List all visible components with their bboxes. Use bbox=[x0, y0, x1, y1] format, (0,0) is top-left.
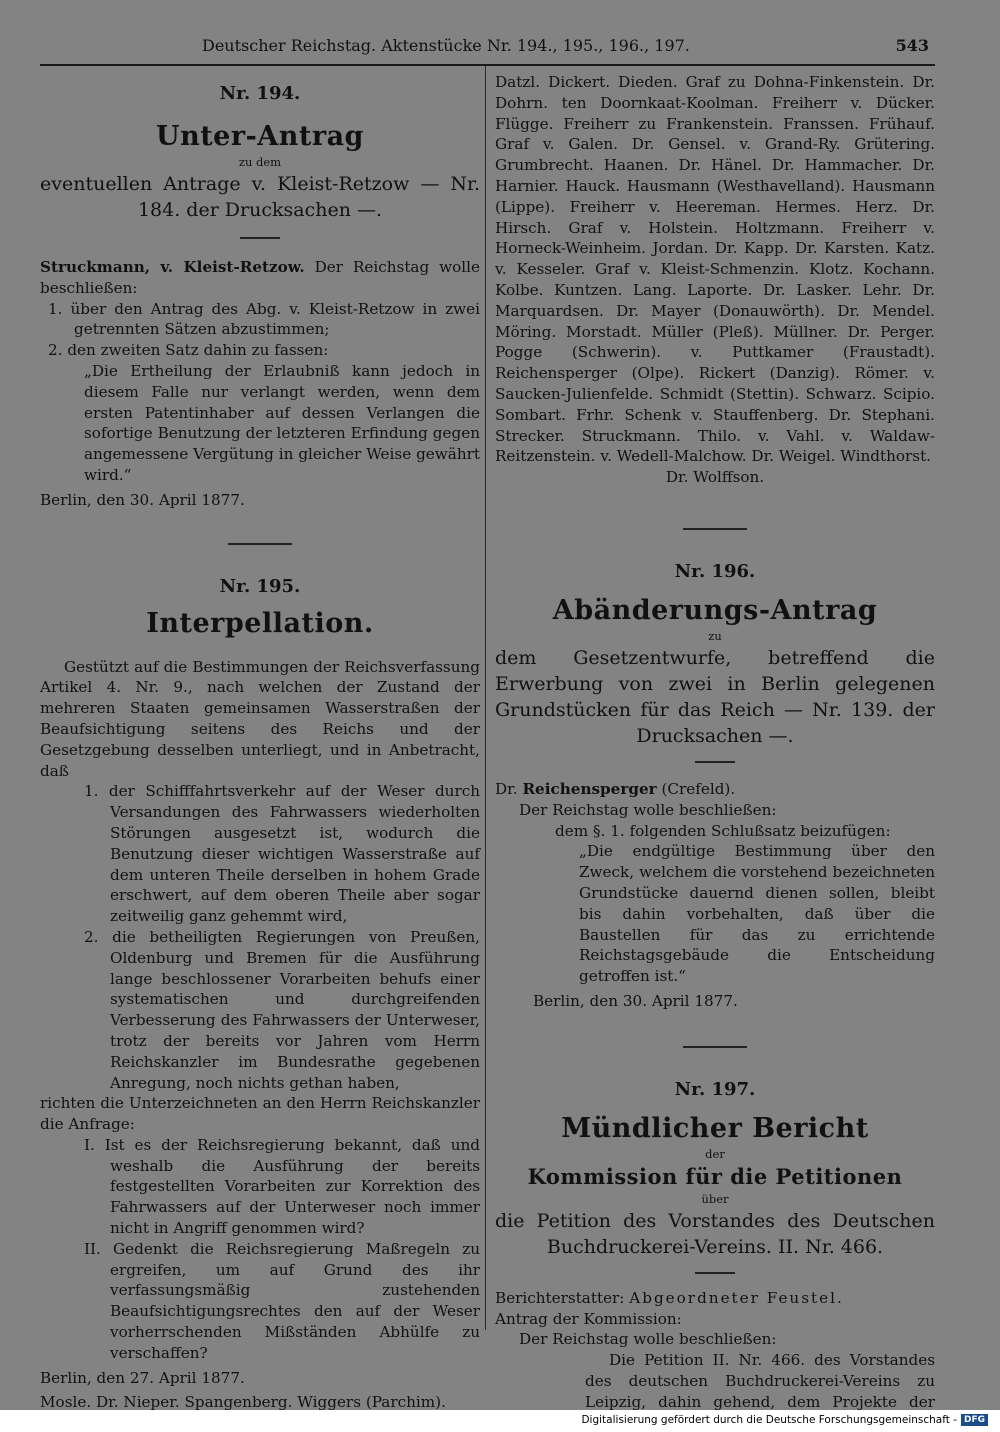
section-195 bbox=[40, 575, 480, 1410]
digitization-credit bbox=[581, 1414, 988, 1426]
short-rule bbox=[240, 237, 280, 239]
motion-item-1: 1. über den Antrag des Abg. v. Kleist-Retzow in zwei getrennten Sätzen abzustimmen; bbox=[48, 299, 480, 339]
short-rule bbox=[695, 1272, 735, 1274]
column-divider bbox=[485, 66, 486, 1330]
reason-item-1: 1. der Schifffahrtsverkehr auf der Weser durch Versandungen des Fahrwassers wiederholten Störungen ausgesetzt ist, wodurch die Benutzung dieser wichtigen Wasserstraße auf dem unteren Theile derselben in hohem Grade erschwert, auf dem oberen Theile aber sogar zeitweilig ganz gehemmt wird, bbox=[84, 782, 480, 926]
section-title: Interpellation. bbox=[146, 607, 374, 639]
signers: Mosle. Dr. Nieper. Spangenberg. Wiggers (Parchim). bbox=[40, 1393, 446, 1410]
date-line: Berlin, den 27. April 1877. bbox=[40, 1368, 245, 1387]
motion-text: Die Petition II. Nr. 466. des Vorstandes des deutschen Buchdruckerei-Vereins zu Leipzig, dahin gehend, dem Projekte der bbox=[585, 1351, 935, 1410]
reporter-label: Berichterstatter: bbox=[495, 1288, 625, 1307]
section-subtitle-1: Kommission für die Petitionen bbox=[527, 1163, 903, 1189]
section-title: Unter-Antrag bbox=[156, 121, 364, 152]
motion-quote: „Die Ertheilung der Erlaubniß kann jedoch in diesem Falle nur verlangt werden, wenn dem ersten Patentinhaber auf dessen Verlangen die sofortige Benutzung der letzteren Erfindung gegen angemessene Vergütung in gleicher Weise gewährt wird.“ bbox=[84, 361, 480, 484]
section-194 bbox=[40, 82, 480, 511]
section-subtitle: dem Gesetzentwurfe, betreffend die Erwerbung von zwei in Berlin gelegenen Grundstücken für das Reich — Nr. 139. der Drucksachen —. bbox=[495, 646, 935, 747]
interpellation-intro: Gestützt auf die Bestimmungen der Reichsverfassung Artikel 4. Nr. 9., nach welchen der Zustand der mehreren Staaten gemeinsamen Wasserstraßen der Beaufsichtigung seitens des Reichs und der Gesetzgebung desselben unterliegt, und in Anbetracht, daß bbox=[40, 657, 480, 780]
running-title: Deutscher Reichstag. Aktenstücke Nr. 194., 195., 196., 197. bbox=[202, 36, 690, 55]
dfg-logo: DFG bbox=[961, 1414, 988, 1426]
connector-text: zu bbox=[708, 628, 722, 643]
right-column bbox=[495, 72, 935, 1410]
supporters-continued: Datzl. Dickert. Dieden. Graf zu Dohna-Finkenstein. Dr. Dohrn. ten Doornkaat-Koolman. Freiherr v. Dücker. Flügge. Freiherr zu Frankenstein. Franssen. Frühauf. Graf v. Galen. Dr. Gensel. v. Grand-Ry. Grütering. Grumbrecht. Haanen. Dr. Hänel. Dr. Hammacher. Dr. Harnier. Hauck. Hausmann (Westhavelland). Hausmann (Lippe). Freiherr v. Heereman. Hermes. Herz. Dr. Hirsch. Graf v. Holstein. Holtzmann. Freiherr v. Horneck-Weinheim. Jordan. Dr. Kapp. Dr. Karsten. Katz. v. Kesseler. Graf v. Kleist-Schmenzin. Klotz. Kochann. Kolbe. Kuntzen. Lang. Laporte. Dr. Lasker. Lehr. Dr. Marquardsen. Dr. Mayer (Donauwörth). Dr. Mendel. Möring. Morstadt. Müller (Pleß). Müllner. Dr. Perger. Pogge (Schwerin). v. Puttkamer (Fraustadt). Reichensperger (Olpe). Rickert (Danzig). Römer. v. Saucken-Julienfelde. Schmidt (Stettin). Schwarz. Scipio. Sombart. Frhr. Schenk v. Stauffenberg. Dr. Stephani. Strecker. Struckmann. Thilo. v. Vahl. v. Waldaw-Reitzenstein. v. Wedell-Malchow. Dr. Weigel. Windthorst. bbox=[495, 73, 935, 466]
section-separator bbox=[683, 1046, 747, 1048]
section-title: Abänderungs-Antrag bbox=[552, 594, 878, 626]
mover-place: (Crefeld). bbox=[661, 779, 736, 798]
date-line: Berlin, den 30. April 1877. bbox=[40, 490, 245, 509]
section-number: Nr. 196. bbox=[674, 560, 756, 582]
reporter-line bbox=[495, 1288, 935, 1309]
section-number: Nr. 197. bbox=[674, 1078, 756, 1100]
date-line: Berlin, den 30. April 1877. bbox=[533, 991, 738, 1010]
commission-motion-label: Antrag der Kommission: bbox=[495, 1309, 682, 1328]
motion-instruction: dem §. 1. folgenden Schlußsatz beizufügen: bbox=[555, 821, 891, 840]
question-2: II. Gedenkt die Reichsregierung Maßregeln zu ergreifen, um auf Grund des ihr verfassungsmäßig zustehenden Beaufsichtigungsrechtes den auf der Weser vorherrschenden Mißständen Abhülfe zu verschaffen? bbox=[84, 1239, 480, 1362]
motion-intro: Der Reichstag wolle beschließen: bbox=[40, 258, 480, 297]
motion-intro: Der Reichstag wolle beschließen: bbox=[519, 1330, 777, 1349]
page-header bbox=[40, 30, 935, 66]
section-separator bbox=[228, 543, 292, 545]
motion-quote: „Die endgültige Bestimmung über den Zweck, welchem die vorstehend bezeichneten Grundstücke dauernd dienen sollen, bleibt bis dahin vorbehalten, daß über die Baustellen für das zu errichtende Reichstagsgebäude die Entscheidung getroffen ist.“ bbox=[579, 842, 935, 986]
connector-text: zu dem bbox=[238, 155, 282, 169]
page-number: 543 bbox=[895, 36, 929, 55]
mover-name: Reichensperger bbox=[522, 779, 657, 798]
section-title: Mündlicher Bericht bbox=[561, 1112, 869, 1144]
connector-text-2: über bbox=[701, 1191, 729, 1206]
section-196 bbox=[495, 560, 935, 1012]
section-subtitle: eventuellen Antrage v. Kleist-Retzow — Nr. 184. der Drucksachen —. bbox=[40, 173, 480, 221]
left-column bbox=[40, 82, 480, 1410]
request-line: richten die Unterzeichneten an den Herrn Reichskanzler die Anfrage: bbox=[40, 1094, 480, 1134]
mover-title: Dr. bbox=[495, 779, 518, 798]
connector-text: der bbox=[705, 1146, 725, 1161]
section-number: Nr. 194. bbox=[219, 83, 301, 104]
short-rule bbox=[695, 761, 735, 763]
reporter-name: Abgeordneter Feustel. bbox=[629, 1288, 844, 1307]
reason-item-2: 2. die betheiligten Regierungen von Preußen, Oldenburg und Bremen für die Ausführung lange beschlossener Vorarbeiten behufs einer systematischen und durchgreifenden Verbesserung des Fahrwassers der Unterweser, trotz der bereits vor Jahren vom Herrn Reichskanzler im Bundesrathe gegebenen Anregung, noch nichts gethan haben, bbox=[84, 927, 480, 1092]
question-1: I. Ist es der Reichsregierung bekannt, daß und weshalb die Ausführung der bereits festgestellten Vorarbeiten zur Korrektion des Fahrwassers auf der Unterweser noch immer nicht in Angriff genommen wird? bbox=[84, 1135, 480, 1238]
supporters-last: Dr. Wolffson. bbox=[665, 468, 765, 487]
section-number: Nr. 195. bbox=[219, 575, 301, 597]
mover-names: Struckmann, v. Kleist-Retzow. bbox=[40, 258, 305, 276]
section-separator bbox=[683, 528, 747, 530]
motion-paragraph bbox=[40, 257, 480, 299]
motion-item-2: 2. den zweiten Satz dahin zu fassen: bbox=[48, 341, 329, 360]
motion-intro: Der Reichstag wolle beschließen: bbox=[519, 800, 777, 819]
section-197 bbox=[495, 1078, 935, 1410]
credit-text: Digitalisierung gefördert durch die Deutsche Forschungsgemeinschaft - bbox=[581, 1414, 957, 1426]
section-subtitle-2: die Petition des Vorstandes des Deutschen Buchdruckerei-Vereins. II. Nr. 466. bbox=[495, 1209, 935, 1258]
mover-line bbox=[495, 779, 935, 800]
